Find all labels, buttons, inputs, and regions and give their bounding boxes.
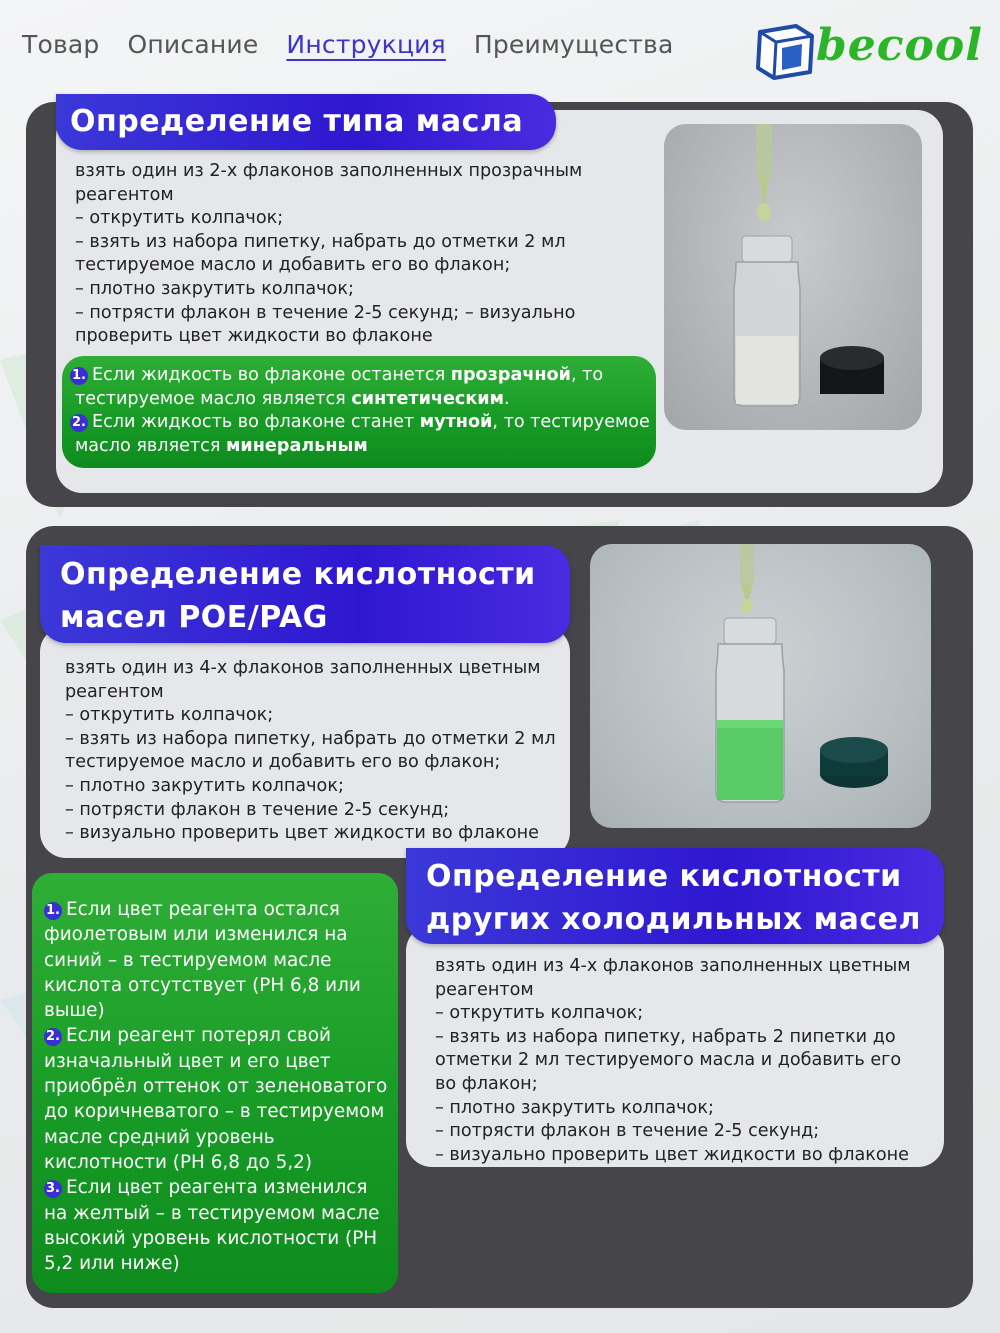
- number-badge: 1.: [70, 367, 88, 385]
- result-text: , то: [570, 365, 604, 385]
- step-line: – визуально проверить цвет жидкости во флаконе: [65, 823, 539, 844]
- result-line: 5,2 или ниже): [44, 1253, 180, 1275]
- step-line: тестируемое масло и добавить его во флакон;: [75, 255, 511, 276]
- result-line: изначальный цвет и его цвет: [44, 1050, 331, 1072]
- result-line: до коричневатого – в тестируемом: [44, 1101, 385, 1123]
- step-line: – взять из набора пипетку, набрать 2 пипетки до: [435, 1026, 896, 1047]
- result-text: , то тестируемое: [492, 412, 650, 433]
- title-line: других холодильных масел: [426, 902, 922, 937]
- result-line: кислота отсутствует (PH 6,8 или: [44, 974, 361, 996]
- section-other-oils-steps: [435, 955, 911, 1167]
- section-other-oils-title: [406, 848, 944, 944]
- number-badge: 1.: [44, 902, 62, 920]
- step-line: – потрясти флакон в течение 2-5 секунд; – визуально: [75, 302, 576, 323]
- number-badge: 3.: [44, 1180, 62, 1198]
- step-line: – открутить колпачок;: [75, 208, 284, 229]
- result-line-4: [70, 435, 656, 459]
- step-line: взять один из 4-х флаконов заполненных цветным: [65, 658, 541, 678]
- section-poe-pag-title: [40, 545, 570, 643]
- step-line: – потрясти флакон в течение 2-5 секунд;: [435, 1121, 820, 1142]
- step-line: реагентом: [75, 184, 174, 205]
- result-line: кислотности (PH 6,8 до 5,2): [44, 1151, 313, 1173]
- section-oil-type-title: Определение типа масла: [56, 94, 556, 150]
- title-line: масел POE/PAG: [60, 600, 328, 635]
- step-line: взять один из 2-х флаконов заполненных прозрачным: [75, 161, 583, 181]
- result-line: на желтый – в тестируемом масле: [44, 1202, 380, 1224]
- result-text: масло является: [75, 435, 227, 456]
- result-line-3: [70, 411, 656, 435]
- step-line: – потрясти флакон в течение 2-5 секунд;: [65, 799, 450, 820]
- nav-item-description[interactable]: Описание: [127, 30, 259, 59]
- section-poe-pag-steps: [65, 657, 556, 846]
- result-line-1: [70, 364, 656, 388]
- ice-cube-icon: [752, 22, 818, 82]
- step-line: – открутить колпачок;: [435, 1003, 644, 1024]
- section-oil-type-steps: [75, 160, 582, 349]
- result-line: [44, 1175, 398, 1200]
- result-line: приобрёл оттенок от зеленоватого: [44, 1076, 388, 1098]
- vial-clear-photo: [664, 124, 922, 430]
- step-line: реагентом: [435, 979, 534, 1000]
- result-keyword: минеральным: [226, 435, 368, 456]
- oil-type-results-box: [62, 356, 656, 468]
- step-line: реагентом: [65, 681, 164, 702]
- result-line: [44, 1023, 398, 1048]
- step-line: отметки 2 мл тестируемого масла и добавить его: [435, 1050, 902, 1071]
- result-text: тестируемое масло является: [75, 388, 352, 409]
- step-line: во флакон;: [435, 1073, 538, 1094]
- brand-logo[interactable]: [752, 18, 988, 78]
- step-line: тестируемое масло и добавить его во флакон;: [65, 752, 501, 773]
- nav-item-instruction[interactable]: Инструкция: [286, 30, 446, 59]
- result-line: выше): [44, 1000, 105, 1022]
- result-text: Если жидкость во флаконе останется: [92, 365, 451, 385]
- step-line: – плотно закрутить колпачок;: [435, 1097, 714, 1118]
- result-text: Если реагент потерял свой: [66, 1025, 331, 1047]
- step-line: – взять из набора пипетку, набрать до отметки 2 мл: [75, 231, 566, 252]
- result-line-2: [70, 388, 656, 412]
- result-text: Если цвет реагента изменился: [66, 1177, 368, 1199]
- step-line: – плотно закрутить колпачок;: [65, 775, 344, 796]
- result-line: масле средний уровень: [44, 1126, 275, 1148]
- nav-item-product[interactable]: Товар: [22, 30, 100, 59]
- result-line: синий – в тестируемом масле: [44, 949, 332, 971]
- step-line: – открутить колпачок;: [65, 705, 274, 726]
- result-keyword: синтетическим: [351, 388, 504, 409]
- step-line: взять один из 4-х флаконов заполненных цветным: [435, 956, 911, 976]
- result-line: фиолетовым или изменился на: [44, 924, 348, 946]
- result-line: [44, 897, 398, 922]
- step-line: – взять из набора пипетку, набрать до отметки 2 мл: [65, 728, 556, 749]
- top-navigation: [22, 30, 702, 59]
- nav-item-advantages[interactable]: Преимущества: [473, 30, 674, 59]
- step-line: – плотно закрутить колпачок;: [75, 278, 354, 299]
- title-line: Определение кислотности: [60, 557, 536, 592]
- result-text: Если жидкость во флаконе станет: [92, 412, 420, 433]
- title-line: Определение кислотности: [426, 859, 902, 894]
- number-badge: 2.: [44, 1028, 62, 1046]
- result-line: высокий уровень кислотности (PH: [44, 1227, 378, 1249]
- result-keyword: прозрачной: [450, 365, 571, 385]
- result-keyword: мутной: [419, 412, 493, 433]
- number-badge: 2.: [70, 414, 88, 432]
- result-text: Если цвет реагента остался: [66, 899, 340, 920]
- acidity-results-box: [32, 873, 398, 1293]
- result-text: .: [504, 388, 510, 409]
- step-line: – визуально проверить цвет жидкости во флаконе: [435, 1144, 909, 1165]
- step-line: проверить цвет жидкости во флаконе: [75, 326, 433, 347]
- vial-green-photo: [590, 544, 931, 828]
- brand-name: becool: [816, 20, 983, 71]
